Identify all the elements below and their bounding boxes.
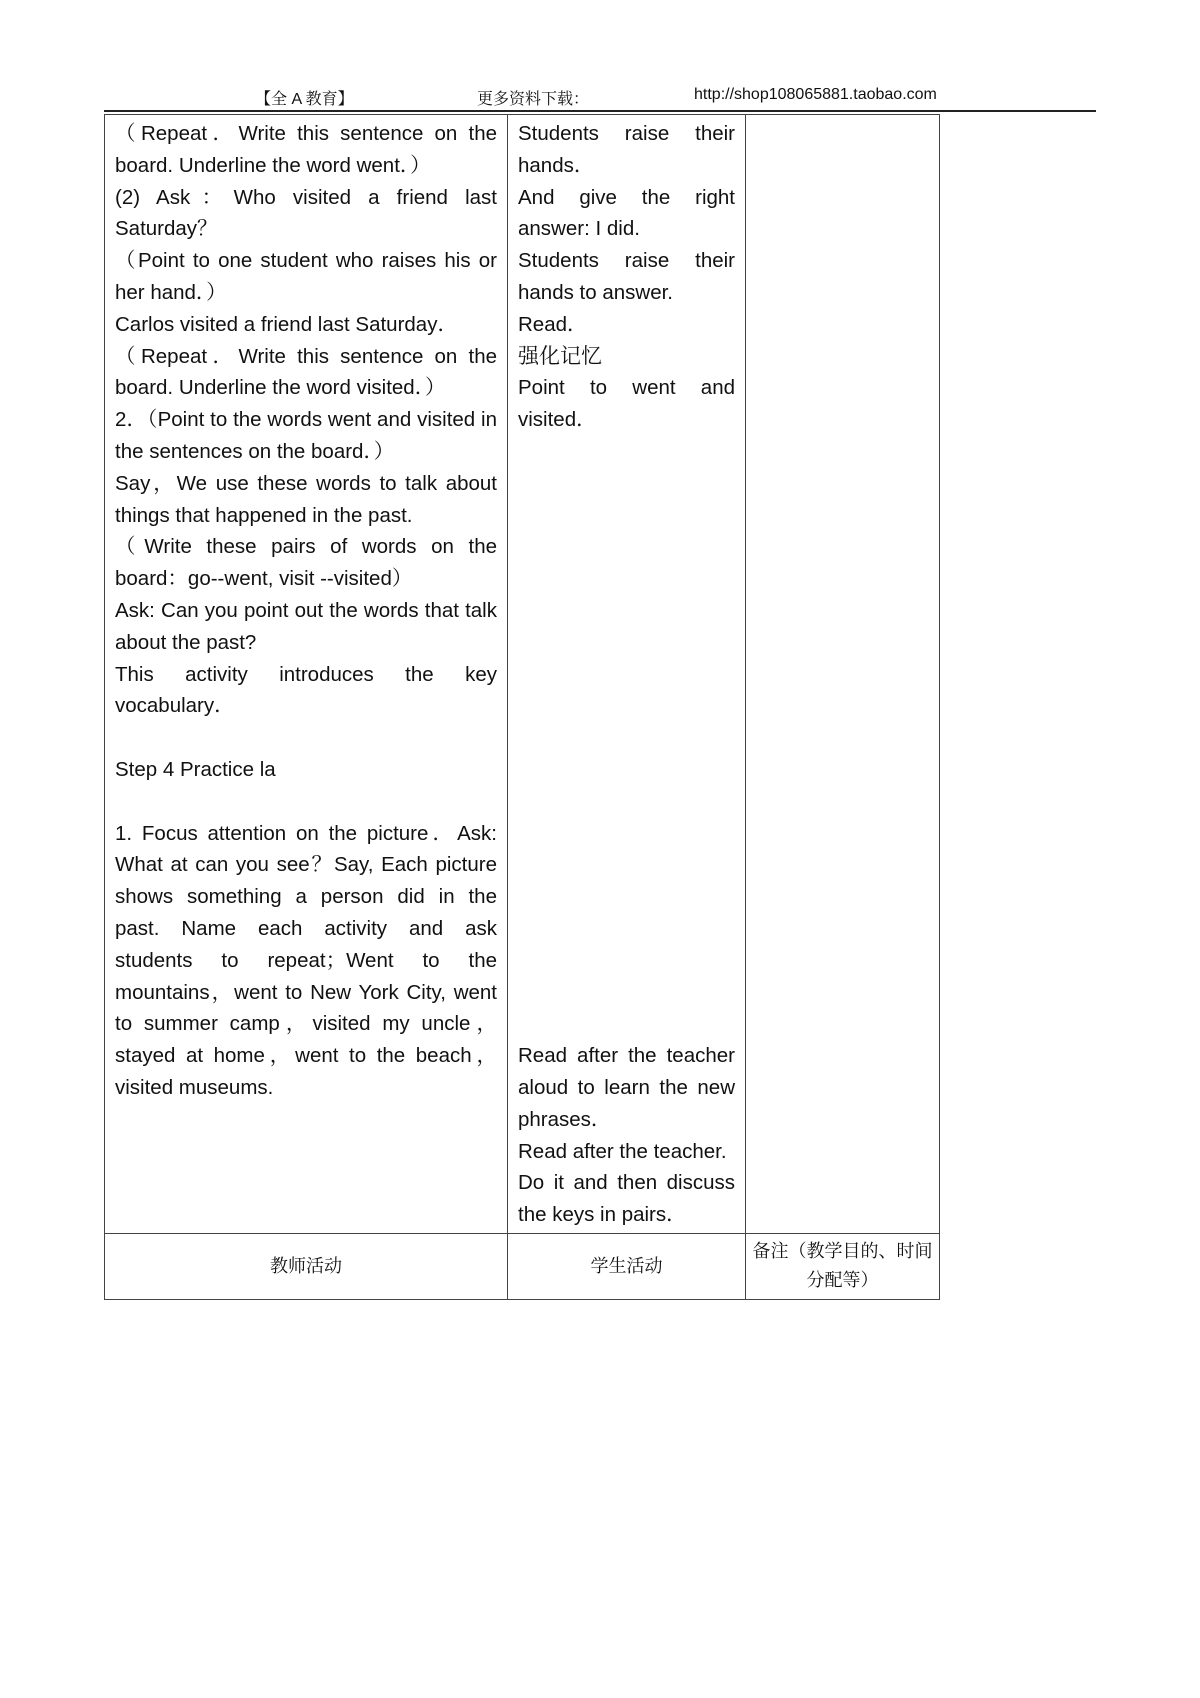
blank-line [518, 531, 735, 563]
blank-line [115, 722, 497, 754]
blank-line [518, 913, 735, 945]
blank-line [518, 595, 735, 627]
blank-line [518, 754, 735, 786]
notes-label: 备注（教学目的、时间分配等） [746, 1233, 940, 1299]
teacher-line: Say，We use these words to talk about things that happened in the past. [115, 471, 497, 527]
blank-line [518, 849, 735, 881]
blank-line [518, 690, 735, 722]
teacher-line: (2) Ask：Who visited a friend last Saturday？ [115, 185, 497, 241]
blank-line [518, 945, 735, 977]
blank-line [518, 881, 735, 913]
student-line: Students raise their hands to answer. [518, 249, 735, 304]
teacher-line: （Repeat．Write this sentence on the board. Underline the word went．） [115, 122, 497, 177]
blank-line [518, 436, 735, 468]
header-more-download: 更多资料下载： [477, 91, 590, 108]
teacher-line: 2．（Point to the words went and visited in the sentences on the board．） [115, 408, 497, 463]
blank-line [518, 1008, 735, 1040]
student-line: Point to went and visited． [518, 376, 735, 432]
blank-line [518, 627, 735, 659]
blank-line [518, 659, 735, 691]
teacher-line: （Write these pairs of words on the board：go--went, visit --visited） [115, 535, 497, 591]
blank-line [518, 722, 735, 754]
table-row [105, 115, 940, 1234]
blank-line [518, 786, 735, 818]
student-line: Students raise their hands． [518, 122, 735, 177]
blank-line [518, 500, 735, 532]
teacher-line: （Point to one student who raises his or her hand．） [115, 249, 497, 304]
student-line: And give the right answer: I did. [518, 185, 735, 241]
page-header [0, 86, 1200, 110]
blank-line [115, 786, 497, 818]
notes-cell [746, 115, 940, 1234]
step-heading: Step 4 Practice la [115, 757, 276, 781]
header-url[interactable]: http://shop108065881.taobao.com [694, 86, 937, 103]
teacher-line: Ask: Can you point out the words that talk about the past? [115, 598, 497, 654]
student-activity-label: 学生活动 [508, 1233, 746, 1299]
lesson-plan-table [104, 114, 940, 1300]
student-line: Read after the teacher. [518, 1139, 727, 1163]
student-line: Read． [518, 312, 588, 336]
header-divider [104, 110, 1096, 112]
table-footer-row [105, 1233, 940, 1299]
blank-line [518, 563, 735, 595]
blank-line [518, 977, 735, 1009]
student-activity-cell [508, 115, 746, 1234]
student-line: 强化记忆 [518, 343, 602, 368]
student-line: Do it and then discuss the keys in pairs． [518, 1171, 735, 1227]
teacher-line: This activity introduces the key vocabulary． [115, 662, 497, 718]
teacher-line: 1. Focus attention on the picture．Ask: What at can you see？Say, Each picture shows something a person did in the past. Name each activity and ask students to repeat；Went to the mountains，went to New York City, went to summer camp，visited my uncle，stayed at home，went to the beach，visited museums. [115, 821, 497, 1099]
blank-line [518, 818, 735, 850]
teacher-activity-label: 教师活动 [105, 1233, 508, 1299]
teacher-activity-cell [105, 115, 508, 1234]
teacher-line: （Repeat．Write this sentence on the board. Underline the word visited．） [115, 344, 497, 400]
teacher-line: Carlos visited a friend last Saturday． [115, 312, 458, 336]
student-line: Read after the teacher aloud to learn the new phrases． [518, 1044, 735, 1131]
blank-line [518, 468, 735, 500]
header-brand: 【全 A 教育】 [255, 91, 354, 108]
